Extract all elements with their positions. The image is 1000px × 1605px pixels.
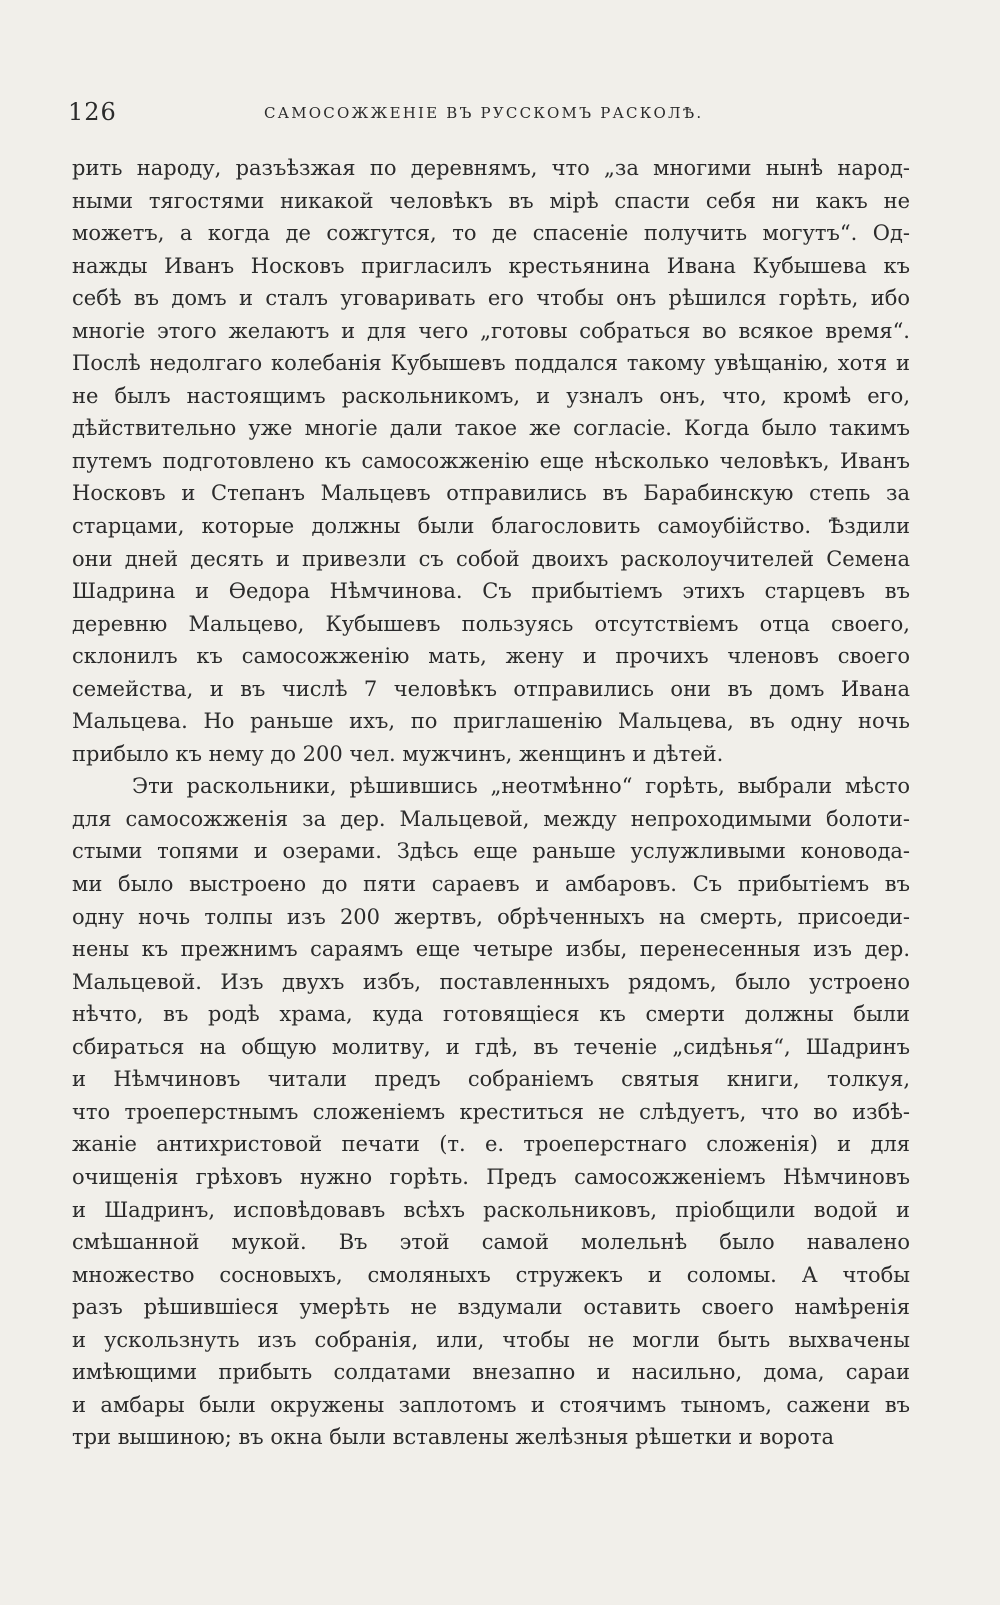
- text-line: Послѣ недолгаго колебанія Кубышевъ поддался такому увѣщанію, хотя и: [72, 351, 910, 376]
- page-header: [68, 98, 908, 138]
- text-line: прибыло къ нему до 200 чел. мужчинъ, женщинъ и дѣтей.: [72, 741, 724, 766]
- text-line: смѣшанной мукой. Въ этой самой молельнѣ было навалено: [72, 1230, 910, 1255]
- text-line: и ускользнуть изъ собранія, или, чтобы не могли быть выхвачены: [72, 1327, 910, 1352]
- text-line: имѣющими прибыть солдатами внезапно и насильно, дома, сараи: [72, 1360, 910, 1385]
- page-number: 126: [68, 98, 117, 126]
- text-line: рить народу, разъѣзжая по деревнямъ, что „за многими нынѣ народ-: [72, 156, 910, 180]
- text-line: путемъ подготовлено къ самосожженію еще нѣсколько человѣкъ, Иванъ: [72, 448, 910, 473]
- text-line: одну ночь толпы изъ 200 жертвъ, обрѣченныхъ на смерть, присоеди-: [72, 904, 910, 929]
- body-text: [72, 152, 910, 1454]
- text-line: и Нѣмчиновъ читали предъ собраніемъ святыя книги, толкуя,: [72, 1067, 910, 1092]
- text-line: нены къ прежнимъ сараямъ еще четыре избы, перенесенныя изъ дер.: [72, 937, 910, 962]
- text-line: дѣйствительно уже многіе дали такое же согласіе. Когда было такимъ: [72, 416, 910, 441]
- text-line: можетъ, а когда де сожгутся, то де спасеніе получить могутъ“. Од-: [72, 221, 910, 246]
- text-line: три вышиною; въ окна были вставлены желѣзныя рѣшетки и ворота: [72, 1425, 835, 1450]
- text-line: Носковъ и Степанъ Мальцевъ отправились въ Барабинскую степь за: [72, 481, 910, 506]
- text-line: Мальцева. Но раньше ихъ, по приглашенію Мальцева, въ одну ночь: [72, 709, 910, 734]
- text-line: ми было выстроено до пяти сараевъ и амбаровъ. Съ прибытіемъ въ: [72, 872, 910, 897]
- text-line: что троеперстнымъ сложеніемъ креститься не слѣдуетъ, что во избѣ-: [72, 1099, 910, 1124]
- text-line: они дней десять и привезли съ собой двоихъ расколоучителей Семена: [72, 546, 910, 571]
- text-line: многіе этого желаютъ и для чего „готовы собраться во всякое время“.: [72, 318, 910, 343]
- text-line: очищенія грѣховъ нужно горѣть. Предъ самосожженіемъ Нѣмчиновъ: [72, 1164, 910, 1189]
- paragraph: [72, 152, 910, 770]
- text-line: старцами, которые должны были благословить самоубійство. Ѣздили: [72, 514, 910, 539]
- text-line: множество сосновыхъ, смоляныхъ стружекъ и соломы. А чтобы: [72, 1262, 910, 1287]
- text-line: нажды Иванъ Носковъ пригласилъ крестьянина Ивана Кубышева къ: [72, 253, 910, 278]
- text-line: нѣчто, въ родѣ храма, куда готовящіеся къ смерти должны были: [72, 1002, 910, 1027]
- text-line: ными тягостями никакой человѣкъ въ мірѣ спасти себя ни какъ не: [72, 188, 910, 213]
- text-line: не былъ настоящимъ раскольникомъ, и узналъ онъ, что, кромѣ его,: [72, 383, 910, 408]
- text-line: семейства, и въ числѣ 7 человѣкъ отправились они въ домъ Ивана: [72, 676, 910, 701]
- text-line: стыми топями и озерами. Здѣсь еще раньше услужливыми коновода-: [72, 839, 910, 864]
- text-line: сбираться на общую молитву, и гдѣ, въ теченіе „сидѣнья“, Шадринъ: [72, 1034, 910, 1059]
- text-line: и Шадринъ, исповѣдовавъ всѣхъ раскольниковъ, пріобщили водой и: [72, 1197, 910, 1222]
- text-line: разъ рѣшившіеся умерѣть не вздумали оставить своего намѣренія: [72, 1295, 910, 1320]
- text-line: Мальцевой. Изъ двухъ избъ, поставленныхъ рядомъ, было устроено: [72, 969, 910, 994]
- text-line: для самосожженія за дер. Мальцевой, между непроходимыми болоти-: [72, 806, 910, 831]
- text-line: и амбары были окружены заплотомъ и стоячимъ тыномъ, сажени въ: [72, 1392, 910, 1417]
- text-line: жаніе антихристовой печати (т. е. троеперстнаго сложенія) и для: [72, 1132, 910, 1157]
- text-line: склонилъ къ самосожженію мать, жену и прочихъ членовъ своего: [72, 644, 910, 669]
- text-line: Эти раскольники, рѣшившись „неотмѣнно“ горѣть, выбрали мѣсто: [132, 774, 910, 799]
- text-line: себѣ въ домъ и сталъ уговаривать его чтобы онъ рѣшился горѣть, ибо: [72, 286, 910, 311]
- paragraph: [72, 770, 910, 1453]
- text-line: Шадрина и Ѳедора Нѣмчинова. Съ прибытіемъ этихъ старцевъ въ: [72, 579, 910, 604]
- text-line: деревню Мальцево, Кубышевъ пользуясь отсутствіемъ отца своего,: [72, 611, 910, 636]
- running-title: САМОСОЖЖЕНІЕ ВЪ РУССКОМЪ РАСКОЛѢ.: [264, 104, 704, 122]
